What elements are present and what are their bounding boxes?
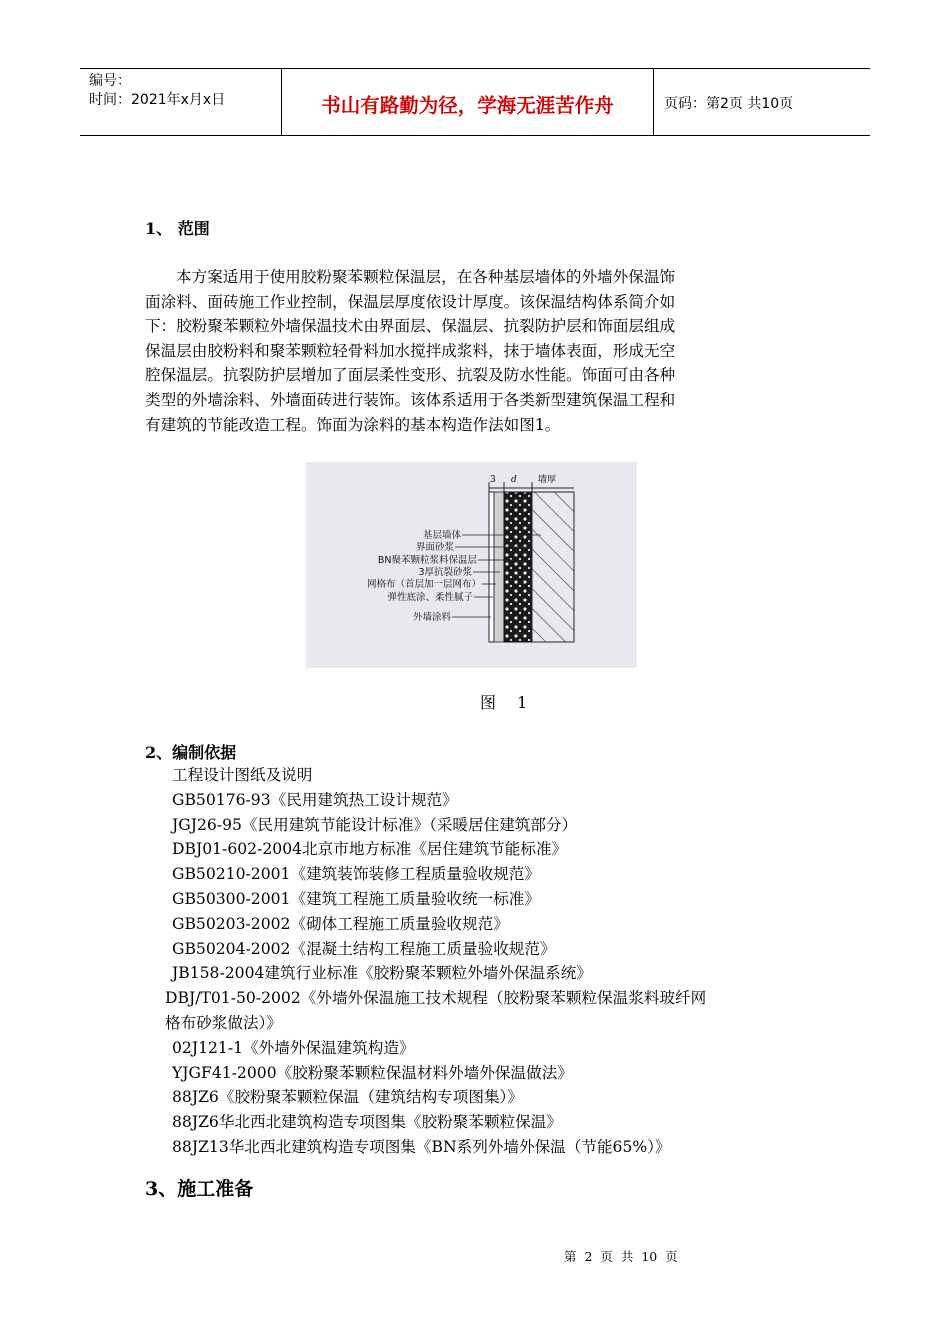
layer-label-anti-crack: 3厚抗裂砂浆 [418,567,472,578]
paragraph-line: 有建筑的节能改造工程。饰面为涂料的基本构造作法如图1。 [145,415,561,434]
list-item: GB50300-2001《建筑工程施工质量验收统一标准》 [172,889,540,908]
list-item: JB158-2004建筑行业标准《胶粉聚苯颗粒外墙外保温系统》 [172,964,592,983]
list-item: GB50204-2002《混凝土结构工程施工质量验收规范》 [172,939,556,958]
page-footer: 第 2 页 共 10 页 [564,1249,678,1264]
list-item: DBJ01-602-2004北京市地方标准《居住建筑节能标准》 [172,840,568,859]
list-item: JGJ26-95《民用建筑节能设计标准》（采暖居住建筑部分） [172,815,578,834]
section-2-heading: 2、编制依据 [145,743,237,762]
document-time-label: 时间：2021年x月x日 [89,92,226,108]
list-item: YJGF41-2000《胶粉聚苯颗粒保温材料外墙外保温做法》 [172,1063,573,1082]
paragraph-line: 面涂料、面砖施工作业控制，保温层厚度依设计厚度。该保温结构体系简介如 [145,292,676,311]
layer-label-insulation: BN聚苯颗粒浆料保温层 [377,555,477,566]
section-1-heading: 1、 范围 [145,219,210,238]
anti-crack-layer [494,492,504,642]
list-item: 88JZ6华北西北建筑构造专项图集《胶粉聚苯颗粒保温》 [172,1113,562,1132]
figure-1-wall-section [306,462,637,668]
dim-label-wall: 墙厚 [538,475,557,485]
list-item: DBJ/T01-50-2002《外墙外保温施工技术规程（胶粉聚苯颗粒保温浆料玻纤网 [165,989,707,1008]
dim-label-finish: 3 [490,475,496,485]
list-item: GB50203-2002《砌体工程施工质量验收规范》 [172,914,509,933]
layer-label-base-wall: 基层墙体 [422,530,461,541]
list-item: 88JZ13华北西北建筑构造专项图集《BN系列外墙外保温（节能65%）》 [172,1137,671,1156]
header-motto: 书山有路勤为径，学海无涯苦作舟 [282,69,654,135]
paragraph-line: 本方案适用于使用胶粉聚苯颗粒保温层，在各种基层墙体的外墙外保温饰 [176,268,676,286]
section-1-paragraph [145,265,807,437]
header-page-label: 页码：第2页 共10页 [664,96,794,112]
layer-label-exterior-paint: 外墙涂料 [412,612,451,623]
list-item: 工程设计图纸及说明 [172,766,313,784]
reference-list [165,763,706,1160]
section-3-heading: 3、施工准备 [145,1178,254,1200]
list-item-continuation: 格布砂浆做法）》 [165,1013,282,1032]
paragraph-line: 下：胶粉聚苯颗粒外墙保温技术由界面层、保温层、抗裂防护层和饰面层组成 [145,317,676,336]
list-item: 02J121-1《外墙外保温建筑构造》 [172,1038,415,1057]
paragraph-line: 保温层由胶粉料和聚苯颗粒轻骨料加水搅拌成浆料，抹于墙体表面，形成无空 [145,341,676,360]
paragraph-line: 类型的外墙涂料、外墙面砖进行装饰。该体系适用于各类新型建筑保温工程和 [145,390,676,409]
list-item: 88JZ6《胶粉聚苯颗粒保温（建筑结构专项图集）》 [172,1088,523,1107]
document-number-label: 编号： [89,73,131,89]
list-item: GB50176-93《民用建筑热工设计规范》 [172,790,458,809]
insulation-layer [504,492,532,642]
dim-label-insulation: d [511,475,517,485]
figure-1-caption: 图 1 [480,693,536,712]
wall-section-diagram [306,462,637,668]
list-item: GB50210-2001《建筑装饰装修工程质量验收规范》 [172,865,540,884]
layer-label-mesh: 网格布（首层加一层网布） [366,579,481,590]
paragraph-line: 腔保温层。抗裂防护层增加了面层柔性变形、抗裂及防水性能。饰面可由各种 [145,366,676,385]
header-meta [80,69,282,135]
layer-label-primer: 弹性底涂、柔性腻子 [387,592,473,603]
base-wall-layer [532,492,574,642]
page-header [80,68,870,136]
finish-coat-layer [489,492,494,642]
layer-label-interface-mortar: 界面砂浆 [415,542,454,553]
